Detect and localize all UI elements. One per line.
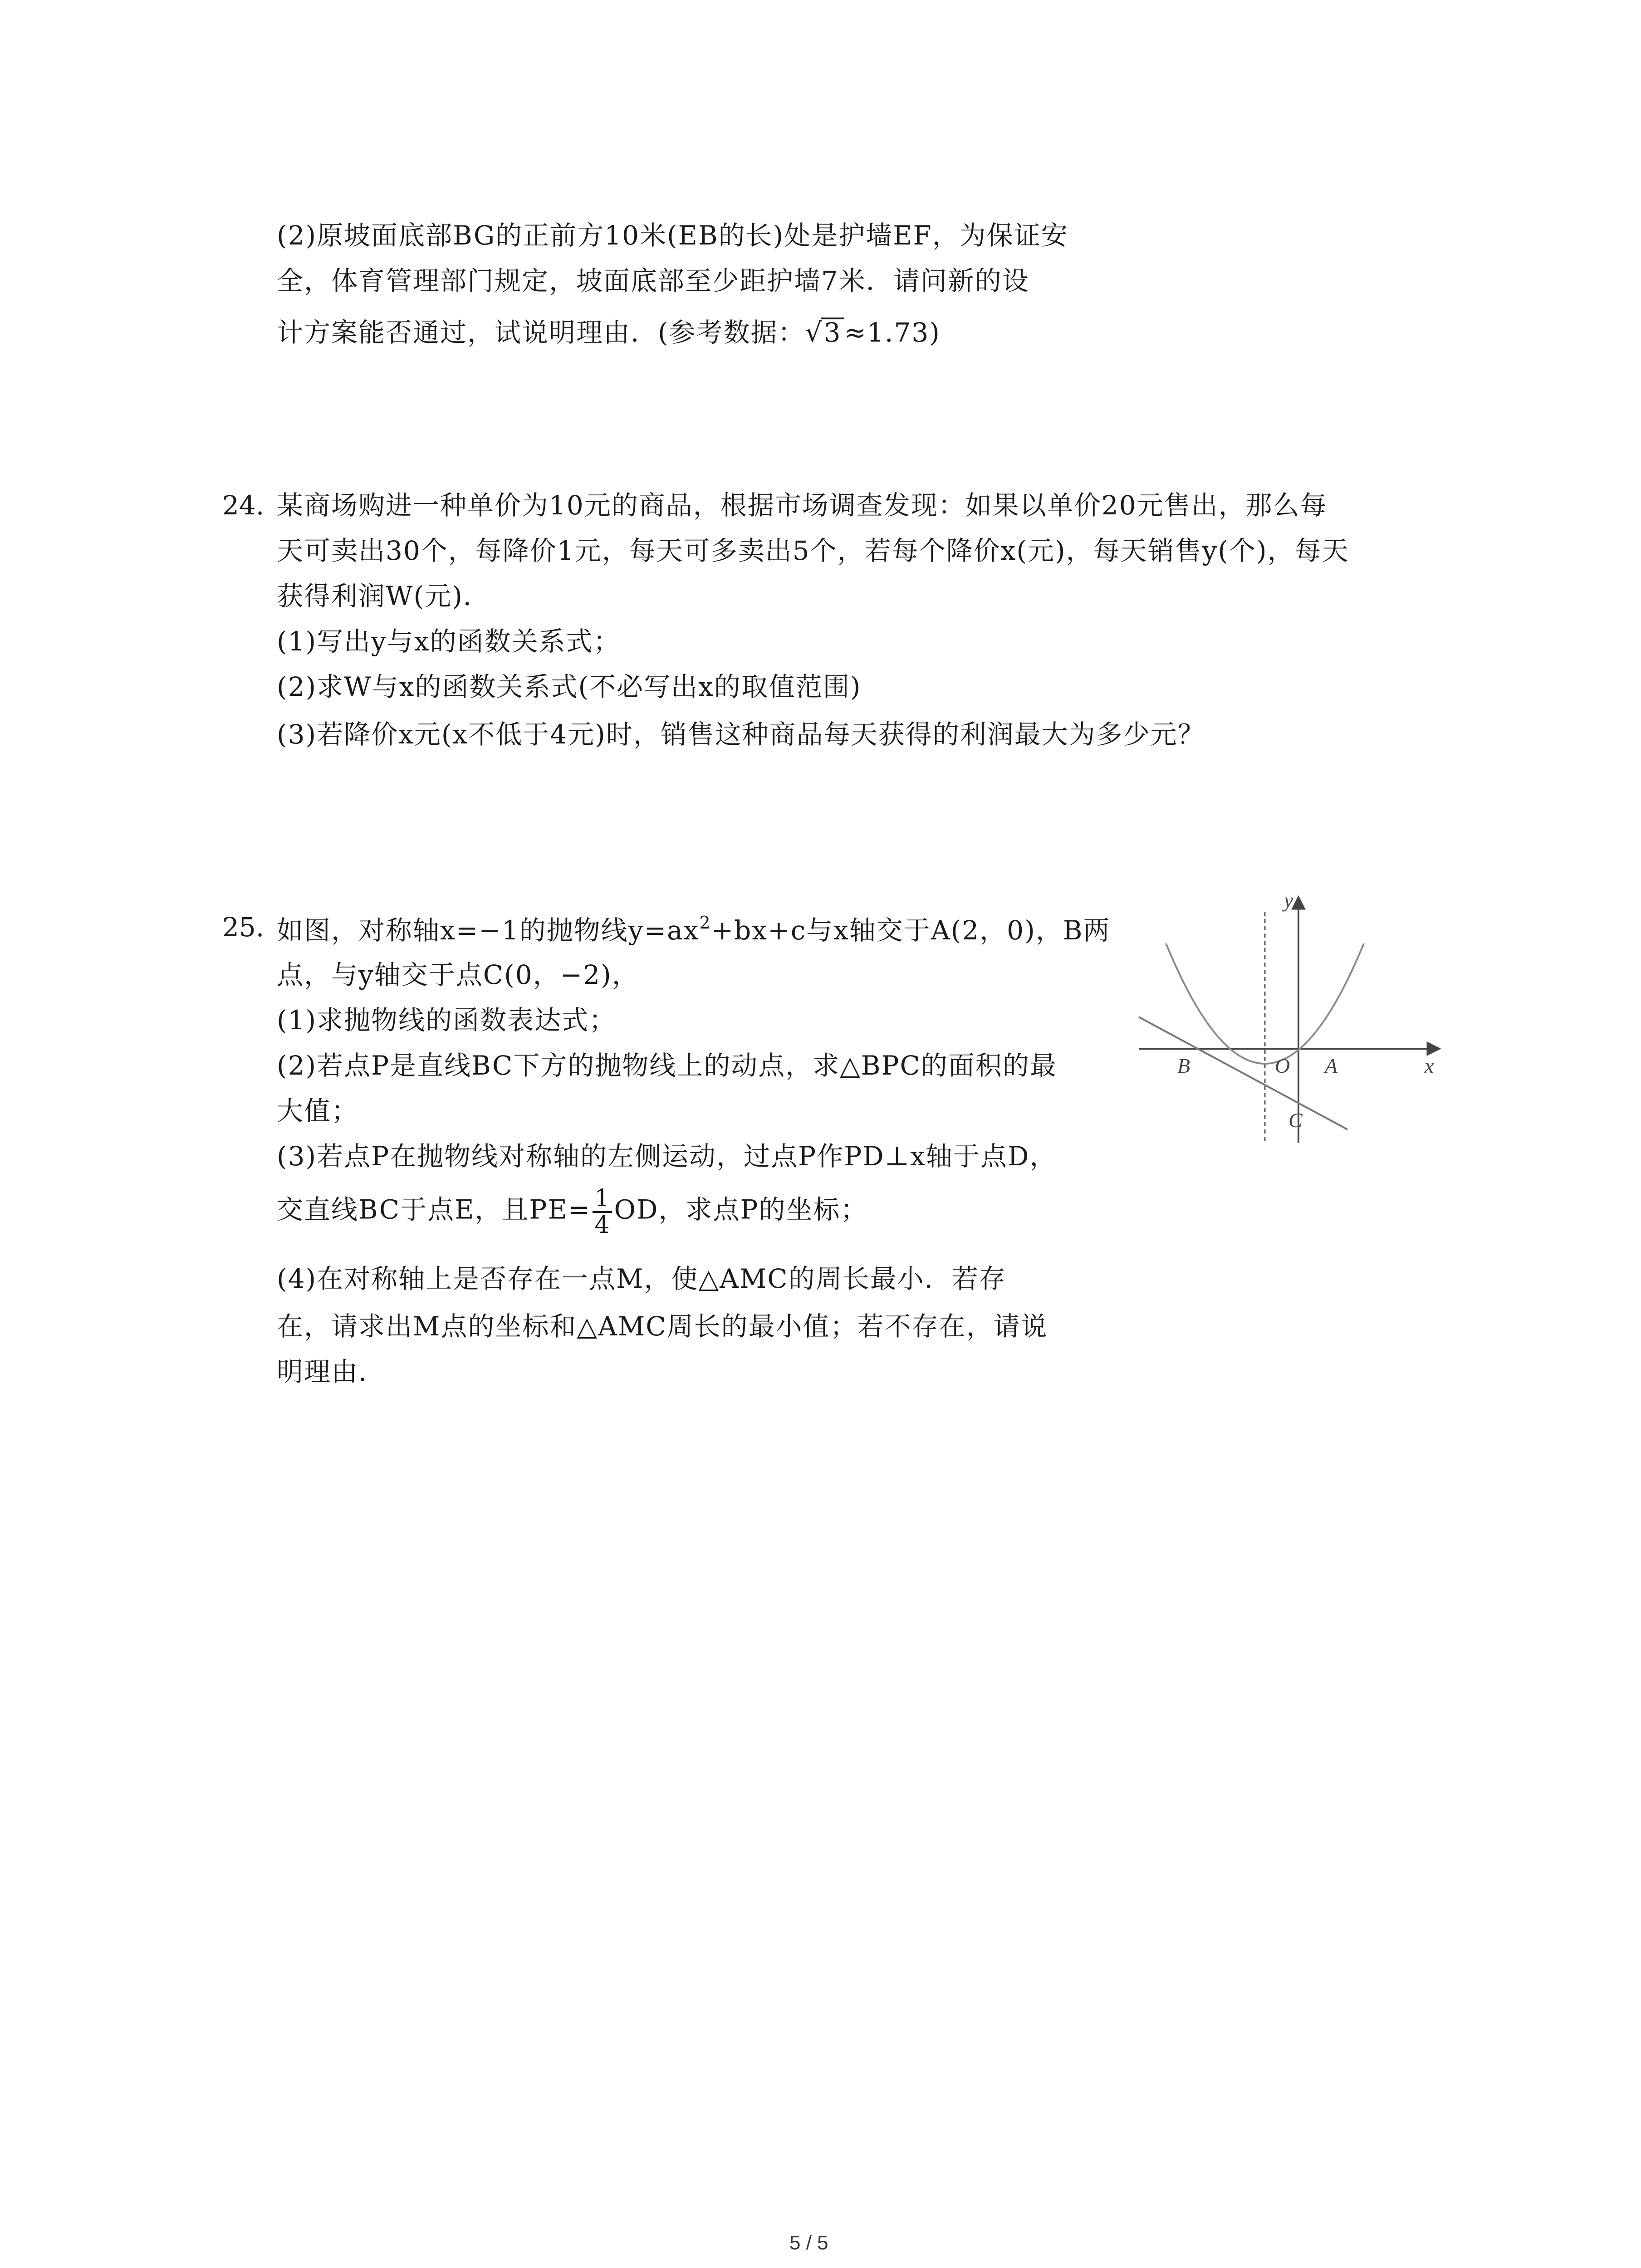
q25-part3-line2 [277,1186,868,1237]
fraction-denominator: 4 [594,1211,611,1239]
q25-line1-a: 如图，对称轴x=−1的抛物线y=ax [277,915,700,946]
q25-line1-sup: 2 [699,913,711,933]
q25-line1-b: +bx+c与x轴交于A(2，0)，B两 [711,915,1111,946]
fraction-one-quarter [593,1186,612,1237]
q25-part1: (1)求抛物线的函数表达式； [277,1005,617,1036]
q24-part3: (3)若降价x元(x不低于4元)时，销售这种商品每天获得的利润最大为多少元？ [277,719,1205,750]
label-y: y [1284,889,1293,912]
q25-part4-line1: (4)在对称轴上是否存在一点M，使△AMC的周长最小．若存 [277,1263,1006,1294]
q23-part2-line2: 全，体育管理部门规定，坡面底部至少距护墙7米．请问新的设 [277,265,1029,296]
parabola-figure [1134,889,1452,1161]
q25-number: 25. [222,912,265,943]
q23-part2-line3 [277,318,941,346]
q25-part3-line1: (3)若点P在抛物线对称轴的左侧运动，过点P作PD⊥x轴于点D， [277,1141,1057,1172]
q24-part1: (1)写出y与x的函数关系式； [277,626,621,657]
line-bc [1139,1017,1347,1129]
q23-part2-line3-prefix: 计方案能否通过，试说明理由．(参考数据： [277,317,805,348]
sqrt-sign: √ [805,317,823,348]
label-x: x [1425,1054,1434,1077]
q23-part2-line1: (2)原坡面底部BG的正前方10米(EB的长)处是护墙EF，为保证安 [277,220,1068,251]
q25-part3-line2-b: OD，求点P的坐标； [614,1194,868,1225]
q24-part2: (2)求W与x的函数关系式(不必写出x的取值范围) [277,671,862,702]
q24-line2: 天可卖出30个，每降价1元，每天可多卖出5个，若每个降价x(元)，每天销售y(个)，每天 [277,535,1349,566]
q25-part2-line2: 大值； [277,1095,359,1126]
q24-line1: 某商场购进一种单价为10元的商品，根据市场调查发现：如果以单价20元售出，那么每 [277,490,1327,521]
q25-part4-line2: 在，请求出M点的坐标和△AMC周长的最小值；若不存在，请说 [277,1311,1048,1342]
sqrt-radicand: 3 [821,318,844,346]
q23-part2-line3-suffix: ≈1.73) [844,317,941,348]
q25-line1 [277,913,1111,946]
label-a: A [1325,1054,1338,1077]
label-o: O [1275,1054,1290,1077]
q25-part4-line3: 明理由． [277,1356,386,1387]
label-b: B [1177,1054,1190,1077]
fraction-numerator: 1 [593,1186,612,1213]
q24-number: 24. [222,490,265,521]
q24-line3: 获得利润W(元)． [277,581,490,611]
q25-line2: 点，与y轴交于点C(0，−2)， [277,959,639,990]
q25-part2-line1: (2)若点P是直线BC下方的抛物线上的动点，求△BPC的面积的最 [277,1050,1057,1081]
label-c: C [1288,1109,1303,1132]
q25-part3-line2-a: 交直线BC于点E，且PE= [277,1194,591,1225]
page-number: 5 / 5 [789,2232,828,2254]
